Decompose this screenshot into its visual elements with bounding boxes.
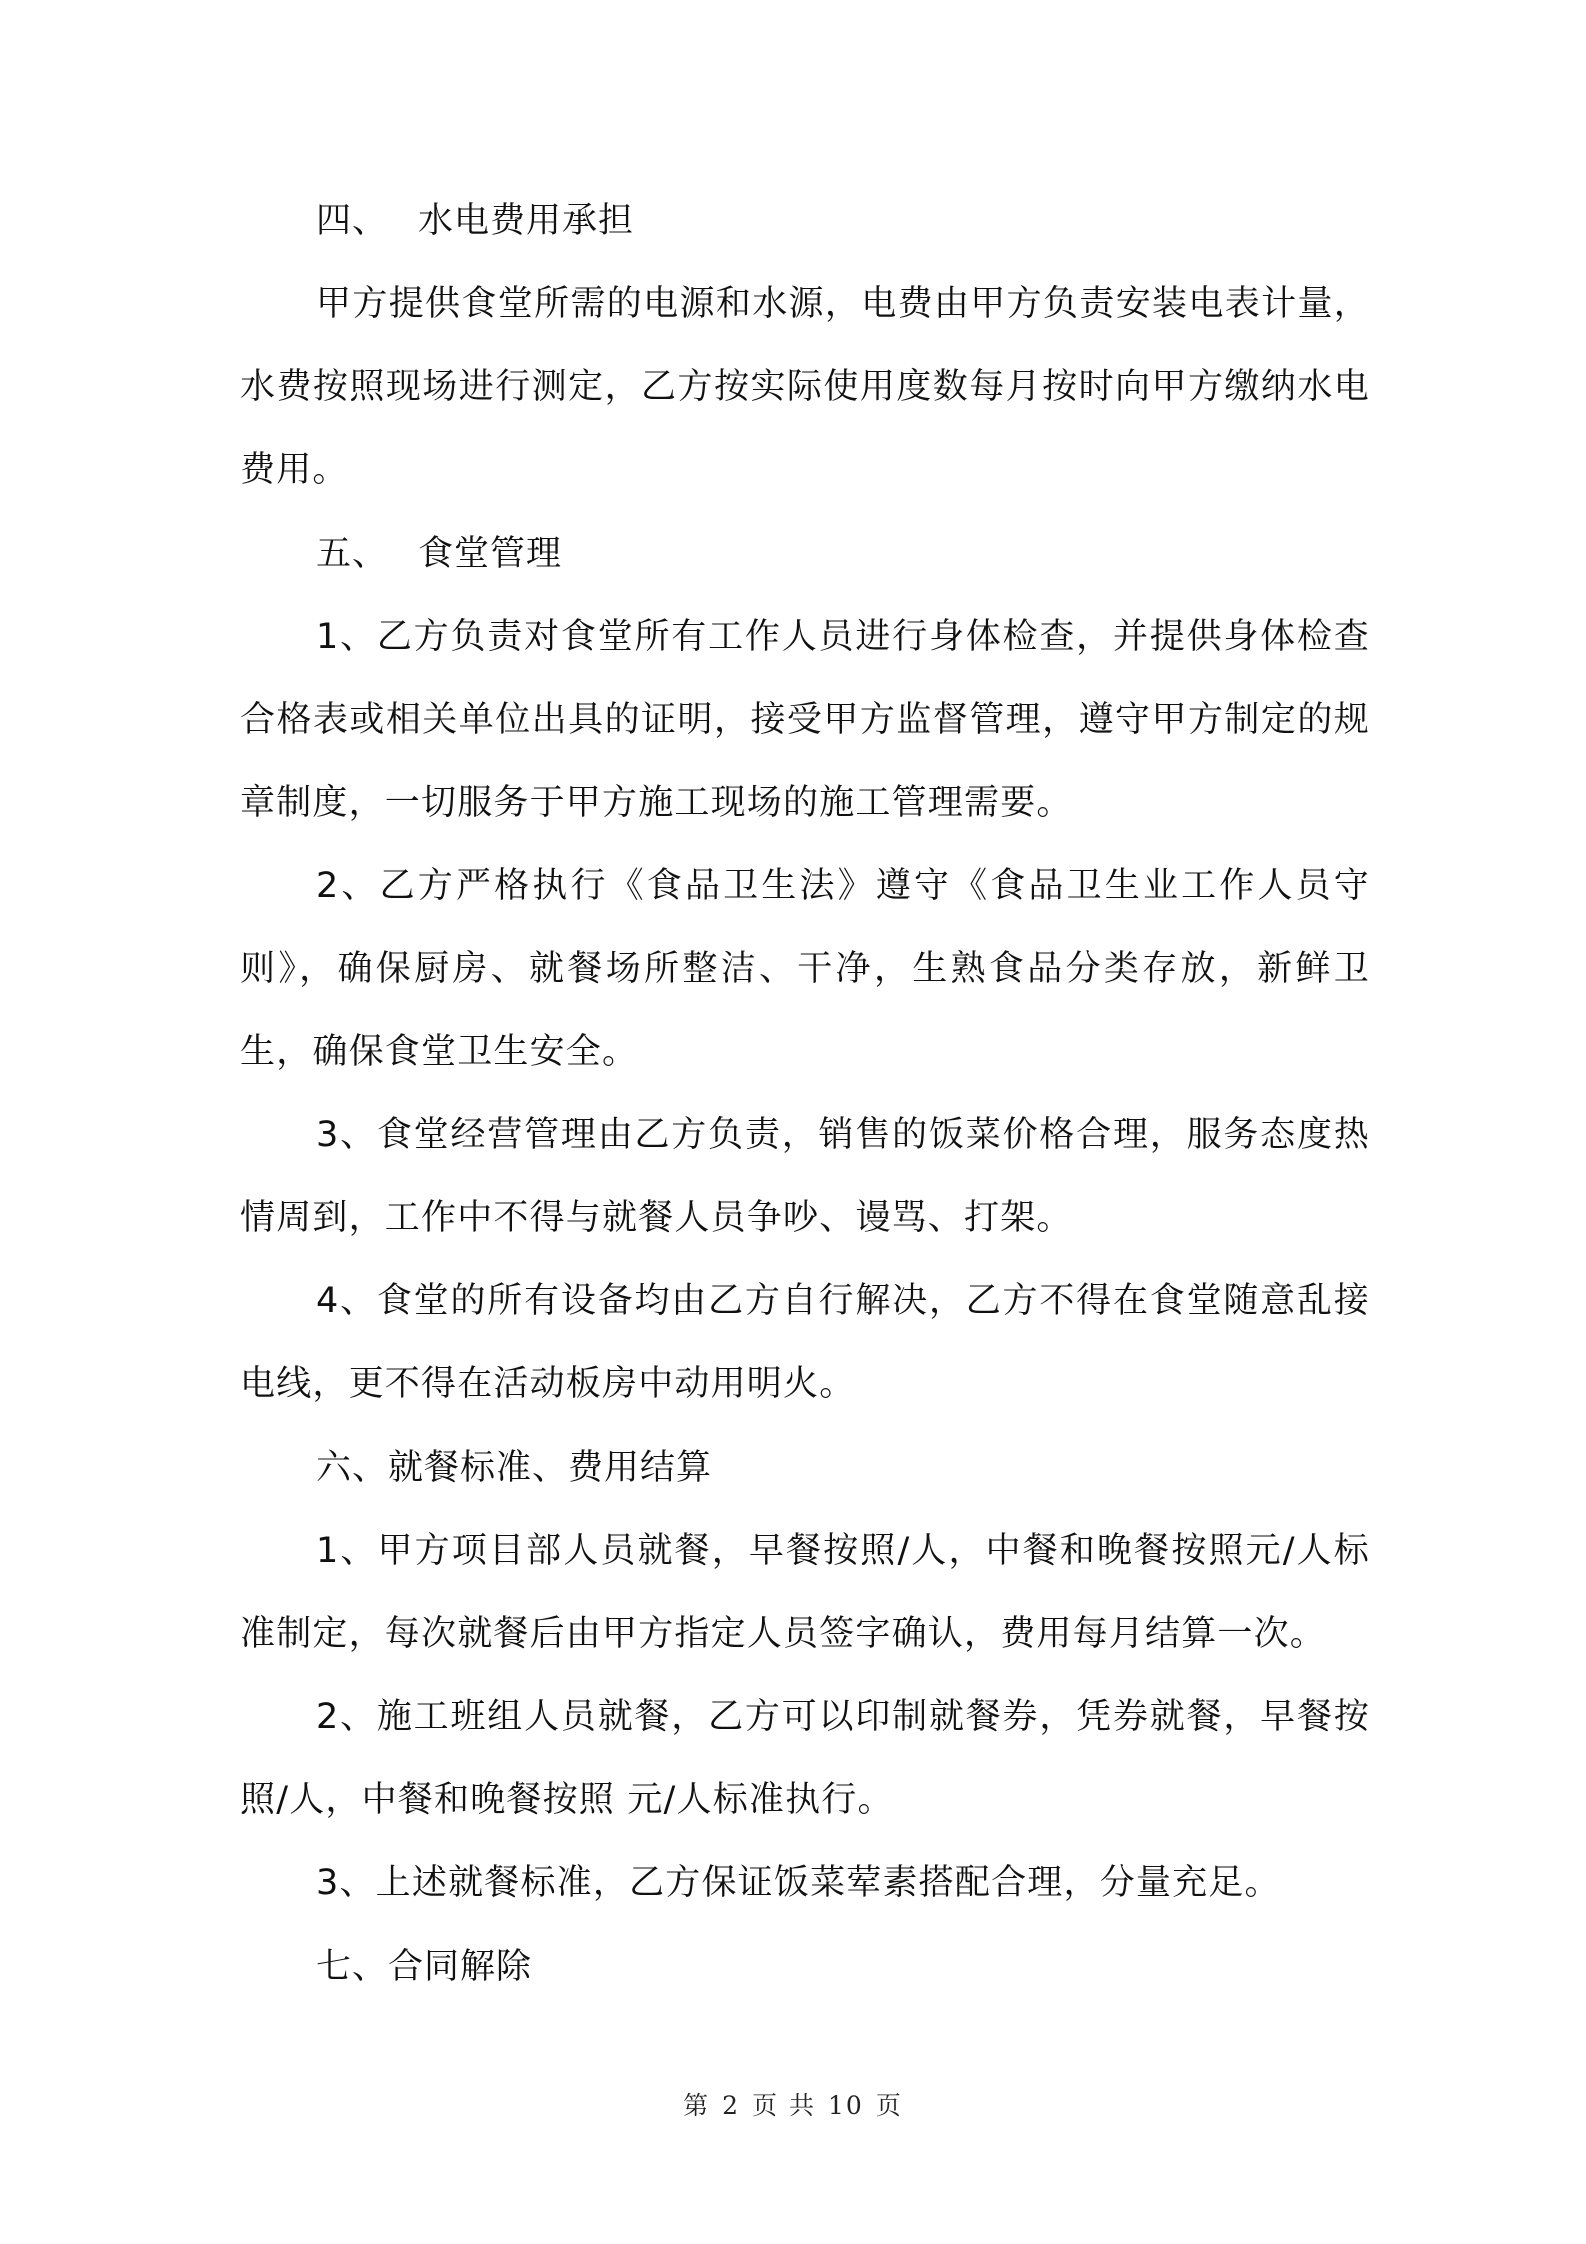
section-title: 水电费用承担 (418, 201, 635, 241)
section-title: 食堂管理 (418, 534, 563, 574)
section-heading-4 (240, 196, 1370, 246)
section-heading-6 (240, 1443, 1370, 1493)
section-number: 四、 (316, 201, 389, 241)
section-title: 合同解除 (388, 1947, 533, 1987)
footer-prefix: 第 (683, 2091, 711, 2120)
section-number: 七、 (316, 1947, 389, 1987)
paragraph: 2、乙方严格执行《食品卫生法》遵守《食品卫生业工作人员守则》，确保厨房、就餐场所整洁、干净，生熟食品分类存放，新鲜卫生，确保食堂卫生安全。 (240, 866, 1370, 1072)
section-number: 五、 (316, 534, 389, 574)
paragraph: 2、施工班组人员就餐，乙方可以印制就餐券，凭券就餐，早餐按照/人，中餐和晚餐按照 元/人标准执行。 (240, 1697, 1370, 1820)
footer-total-pages: 10 (828, 2091, 864, 2120)
footer-page-number: 2 (722, 2091, 741, 2120)
section-title: 就餐标准、费用结算 (388, 1448, 713, 1488)
page-footer (0, 2086, 1586, 2122)
section-number: 六、 (316, 1448, 389, 1488)
document-body (240, 196, 1370, 2026)
paragraph: 3、食堂经营管理由乙方负责，销售的饭菜价格合理，服务态度热情周到，工作中不得与就餐人员争吵、谩骂、打架。 (240, 1115, 1370, 1238)
paragraph: 1、甲方项目部人员就餐，早餐按照/人，中餐和晚餐按照元/人标准制定，每次就餐后由甲方指定人员签字确认，费用每月结算一次。 (240, 1531, 1370, 1654)
paragraph: 3、上述就餐标准，乙方保证饭菜荤素搭配合理，分量充足。 (316, 1863, 1281, 1903)
footer-mid: 页 共 (752, 2091, 817, 2120)
paragraph: 4、食堂的所有设备均由乙方自行解决，乙方不得在食堂随意乱接电线，更不得在活动板房中动用明火。 (240, 1281, 1370, 1404)
paragraph: 1、乙方负责对食堂所有工作人员进行身体检查，并提供身体检查合格表或相关单位出具的证明，接受甲方监督管理，遵守甲方制定的规章制度，一切服务于甲方施工现场的施工管理需要。 (240, 617, 1370, 823)
section-heading-7 (240, 1942, 1370, 1992)
section-heading-5 (240, 529, 1370, 579)
footer-suffix: 页 (875, 2091, 903, 2120)
paragraph: 甲方提供食堂所需的电源和水源，电费由甲方负责安装电表计量，水费按照现场进行测定，乙方按实际使用度数每月按时向甲方缴纳水电费用。 (240, 284, 1370, 490)
